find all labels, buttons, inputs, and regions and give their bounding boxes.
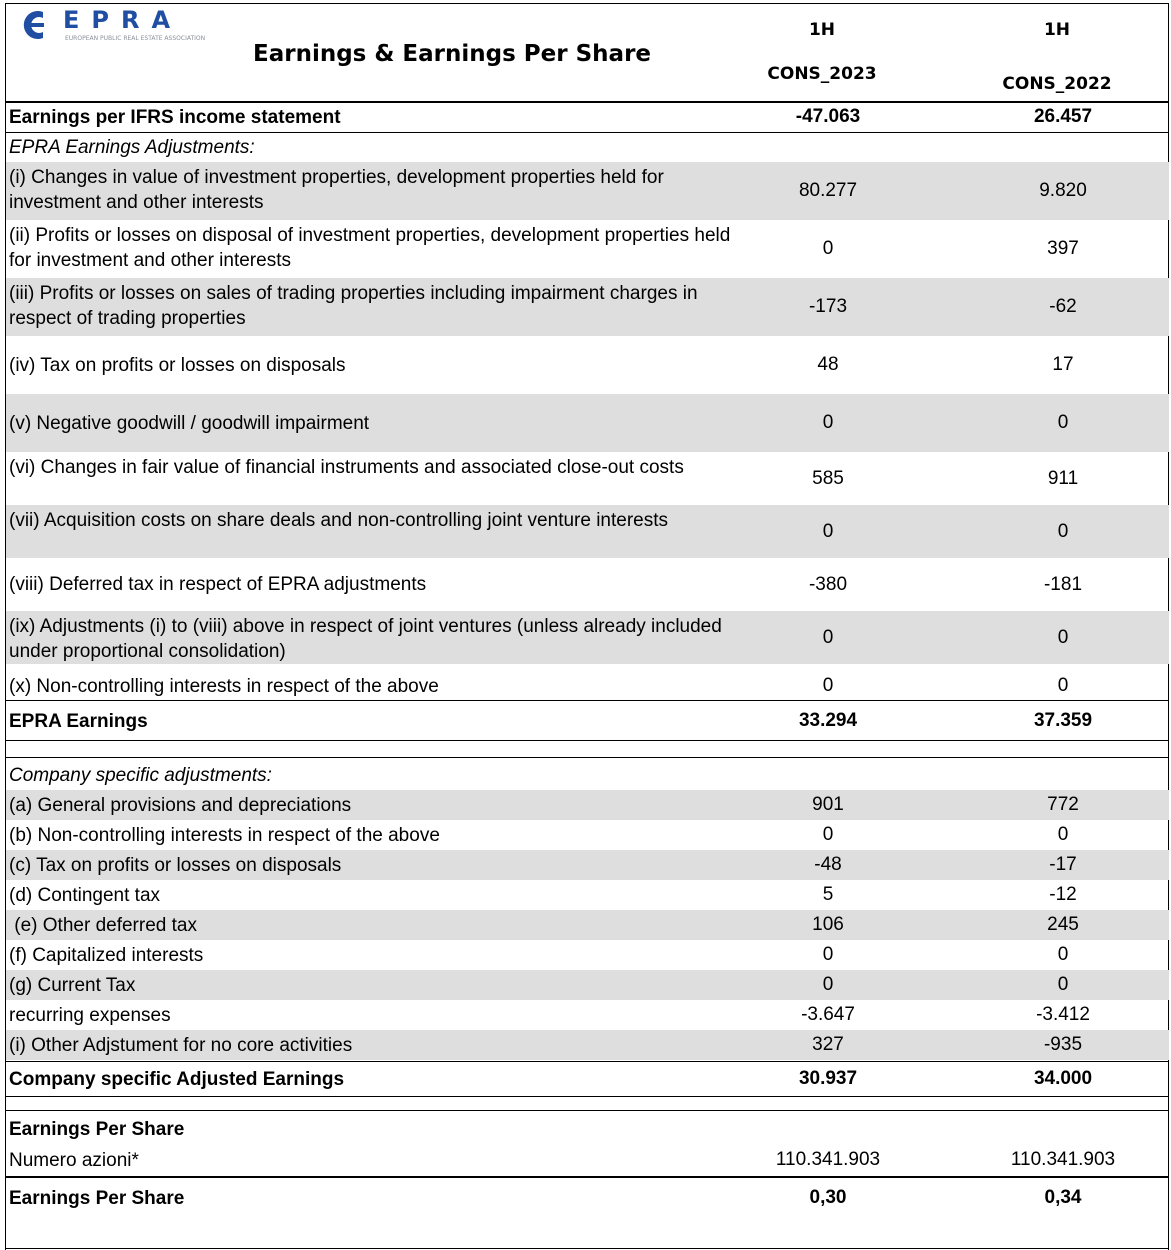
table-row-adj-viii: [6, 558, 1169, 611]
table-row-adj-x: [6, 672, 1169, 700]
row-label: (v) Negative goodwill / goodwill impairment: [9, 412, 370, 434]
table-row-epra-earnings: [6, 702, 1169, 740]
row-label: Earnings per IFRS income statement: [9, 106, 341, 128]
row-value-col1: -380: [808, 573, 848, 595]
row-label: Numero azioni*: [9, 1149, 139, 1171]
row-divider: [6, 740, 1169, 741]
row-value-col2: 0: [1057, 520, 1069, 542]
row-label: recurring expenses: [9, 1004, 171, 1026]
row-value-col2: 110.341.903: [1010, 1149, 1116, 1170]
row-value-col2: 0,34: [1044, 1187, 1082, 1208]
row-value-col1: 0: [822, 412, 834, 433]
row-label: (f) Capitalized interests: [9, 944, 204, 966]
row-label: Earnings Per Share: [9, 1118, 185, 1140]
row-label: Company specific Adjusted Earnings: [9, 1068, 345, 1090]
row-value-col1: 0,30: [809, 1187, 847, 1208]
table-row-adj-a: [6, 790, 1169, 820]
row-value-col2: 0: [1057, 626, 1069, 648]
row-value-col2: 17: [1052, 354, 1074, 375]
row-value-col2: 37.359: [1033, 710, 1093, 731]
table-row-adj-v: [6, 394, 1169, 452]
table-row-company-adjusted-earnings: [6, 1062, 1169, 1096]
logo-subtext: EUROPEAN PUBLIC REAL ESTATE ASSOCIATION: [65, 35, 206, 42]
table-row-adj-vii: [6, 505, 1169, 558]
row-label: (e) Other deferred tax: [9, 914, 197, 936]
row-label: (c) Tax on profits or losses on disposals: [9, 854, 342, 876]
table-title: Earnings & Earnings Per Share: [253, 41, 652, 67]
row-value-col1: 48: [817, 354, 839, 375]
table-row-adj-b: [6, 820, 1169, 850]
table-row-adj-d: [6, 880, 1169, 910]
row-label: (x) Non-controlling interests in respect of the above: [9, 675, 439, 697]
col1-period: 1H: [808, 20, 836, 40]
row-label: (iv) Tax on profits or losses on disposals: [9, 354, 346, 376]
row-label: (d) Contingent tax: [9, 884, 161, 906]
row-value-col1: 0: [822, 626, 834, 648]
row-value-col2: 772: [1047, 794, 1079, 815]
row-label: (b) Non-controlling interests in respect of the above: [9, 824, 440, 846]
row-divider: [6, 1248, 1169, 1249]
row-value-col1: 0: [822, 944, 834, 965]
row-value-col2: -17: [1049, 854, 1077, 875]
row-label: (viii) Deferred tax in respect of EPRA adjustments: [9, 574, 427, 595]
row-label: EPRA Earnings Adjustments:: [9, 136, 255, 158]
row-value-col2: -3.412: [1036, 1004, 1090, 1025]
row-divider: [6, 132, 1169, 133]
row-value-col2: 0: [1057, 824, 1069, 845]
table-row-adj-c: [6, 850, 1169, 880]
row-value-col1: -173: [808, 296, 848, 317]
row-divider: [6, 1061, 1169, 1062]
row-label: (g) Current Tax: [9, 974, 136, 996]
row-value-col1: -47.063: [795, 106, 861, 127]
row-value-col1: 585: [812, 467, 844, 489]
col2-name: CONS_2022: [1002, 74, 1112, 94]
row-value-col1: -48: [814, 854, 842, 875]
table-row-adj-iii: [6, 278, 1169, 336]
row-label: (vi) Changes in fair value of financial instruments and associated close-out costs: [9, 457, 684, 478]
row-label: (i) Other Adjstument for no core activities: [9, 1034, 353, 1056]
row-label: EPRA Earnings: [9, 710, 148, 732]
row-value-col1: 0: [822, 675, 834, 696]
row-label: Earnings Per Share: [9, 1187, 185, 1209]
row-value-col2: 911: [1047, 467, 1079, 489]
row-value-col1: 0: [822, 974, 834, 995]
table-row-epra-adjustments-heading: [6, 132, 1169, 162]
row-value-col1: 0: [822, 238, 834, 259]
table-row-ifrs-earnings: [6, 102, 1169, 132]
table-row-adj-e: [6, 910, 1169, 940]
row-value-col1: 80.277: [798, 180, 858, 201]
row-value-col2: 0: [1057, 412, 1069, 433]
row-value-col1: 0: [822, 824, 834, 845]
row-value-col1: 33.294: [798, 710, 858, 731]
table-row-adj-i: [6, 162, 1169, 220]
table-row-eps-heading: [6, 1114, 1169, 1144]
row-value-col1: 110.341.903: [775, 1149, 881, 1170]
row-value-col1: 106: [812, 914, 844, 935]
row-value-col2: -935: [1043, 1034, 1083, 1055]
row-label: Company specific adjustments:: [9, 764, 272, 786]
row-value-col1: 5: [822, 884, 834, 905]
row-value-col1: 901: [812, 794, 844, 815]
table-row-company-adjustments-heading: [6, 760, 1169, 790]
row-value-col2: -12: [1049, 884, 1077, 905]
row-divider: [6, 1176, 1169, 1178]
row-value-col1: 30.937: [798, 1068, 858, 1089]
table-row-numero-azioni: [6, 1144, 1169, 1176]
row-value-col2: 0: [1057, 974, 1069, 995]
row-value-col2: 397: [1047, 238, 1079, 259]
epra-logo: [13, 6, 233, 44]
row-label: (vii) Acquisition costs on share deals and non-controlling joint venture interests: [9, 510, 669, 531]
table-row-recurring-expenses: [6, 1000, 1169, 1030]
row-label: (ii) Profits or losses on disposal of investment properties, development properties held for investment and other interests: [9, 225, 731, 271]
col2-period: 1H: [1043, 20, 1071, 40]
row-label: (ix) Adjustments (i) to (viii) above in respect of joint ventures (unless already included under proportional consolidation): [9, 616, 722, 662]
logo-wordmark: EPRA: [63, 6, 183, 34]
row-value-col2: 26.457: [1033, 106, 1093, 127]
row-label: (i) Changes in value of investment properties, development properties held for investment and other interests: [9, 167, 664, 213]
row-value-col2: -181: [1043, 573, 1083, 595]
table-row-adj-g: [6, 970, 1169, 1000]
col1-name: CONS_2023: [767, 64, 877, 84]
row-divider: [6, 757, 1169, 758]
row-label: (a) General provisions and depreciations: [9, 794, 352, 816]
row-divider: [6, 700, 1169, 701]
table-row-adj-ii: [6, 220, 1169, 278]
row-label: (iii) Profits or losses on sales of trading properties including impairment charges in respect of trading properties: [9, 283, 698, 329]
row-value-col2: 245: [1047, 914, 1079, 935]
table-row-adj-f: [6, 940, 1169, 970]
row-value-col2: 0: [1057, 944, 1069, 965]
row-value-col2: 34.000: [1033, 1068, 1093, 1089]
row-value-col1: 0: [822, 520, 834, 542]
table-row-adj-ix: [6, 611, 1169, 664]
row-value-col2: -62: [1049, 296, 1077, 317]
table-row-earnings-per-share: [6, 1178, 1169, 1218]
row-value-col2: 9.820: [1039, 180, 1087, 201]
row-value-col2: 0: [1057, 675, 1069, 696]
row-divider: [6, 1110, 1169, 1111]
table-row-adj-iv: [6, 336, 1169, 394]
row-value-col1: -3.647: [801, 1004, 855, 1025]
table-row-adj-vi: [6, 452, 1169, 505]
row-divider: [6, 1096, 1169, 1097]
table-row-adj-other: [6, 1030, 1169, 1060]
row-value-col1: 327: [812, 1034, 844, 1055]
